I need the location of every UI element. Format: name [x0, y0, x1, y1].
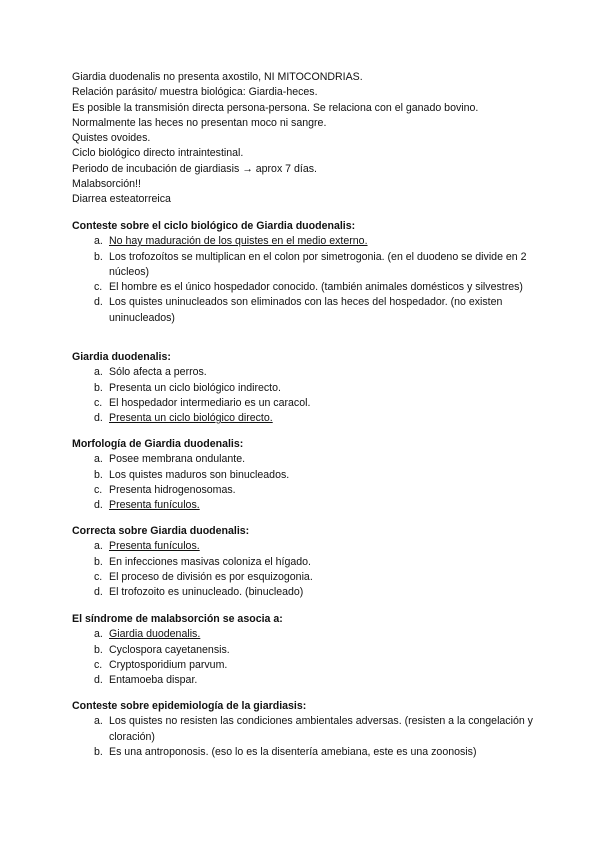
option-a	[72, 365, 542, 380]
option-c	[72, 658, 542, 673]
question-heading: Giardia duodenalis:	[72, 351, 171, 363]
question-giardia-duodenalis	[72, 350, 542, 426]
question-malabsorcion	[72, 612, 542, 688]
option-text: Presenta hidrogenosomas.	[109, 483, 236, 496]
note-line: Diarrea esteatorreica	[72, 193, 171, 206]
option-letter: b.	[94, 250, 103, 263]
option-text: El hospedador intermediario es un caracol.	[109, 396, 311, 409]
option-b	[72, 643, 542, 658]
option-letter: d.	[94, 674, 103, 687]
option-b	[72, 555, 542, 570]
option-text: Los trofozoítos se multiplican en el colon por simetrogonia. (en el duodeno se divide en 2 núcleos)	[109, 250, 527, 278]
option-a	[72, 539, 542, 554]
option-letter: a.	[94, 235, 103, 248]
option-d	[72, 295, 542, 326]
option-b	[72, 468, 542, 483]
option-text: El proceso de división es por esquizogonia.	[109, 570, 313, 583]
note-line: Ciclo biológico directo intraintestinal.	[72, 147, 244, 160]
note-line: Giardia duodenalis no presenta axostilo, NI MITOCONDRIAS.	[72, 71, 363, 83]
option-a	[72, 452, 542, 467]
option-text: Posee membrana ondulante.	[109, 453, 246, 466]
option-text: Sólo afecta a perros.	[109, 366, 207, 379]
option-text: Presenta funículos.	[109, 540, 200, 553]
option-b	[72, 381, 542, 396]
option-letter: b.	[94, 468, 103, 481]
option-a	[72, 627, 542, 642]
option-b	[72, 250, 542, 281]
option-d	[72, 411, 542, 426]
option-text: En infecciones masivas coloniza el hígado.	[109, 555, 311, 568]
option-text: Cyclospora cayetanensis.	[109, 643, 230, 656]
note-line: Periodo de incubación de giardiasis → aprox 7 días.	[72, 162, 317, 175]
question-heading: Correcta sobre Giardia duodenalis:	[72, 525, 250, 537]
option-letter: c.	[94, 281, 103, 294]
note-line: Normalmente las heces no presentan moco ni sangre.	[72, 116, 327, 129]
option-letter: b.	[94, 555, 103, 568]
option-d	[72, 673, 542, 688]
option-text: Presenta un ciclo biológico indirecto.	[109, 381, 281, 394]
option-c	[72, 396, 542, 411]
option-letter: a.	[94, 453, 103, 466]
notes-block	[72, 70, 542, 208]
question-heading: Conteste sobre el ciclo biológico de Giardia duodenalis:	[72, 220, 356, 232]
question-correcta	[72, 524, 542, 600]
option-letter: d.	[94, 499, 103, 512]
question-epidemiologia	[72, 699, 542, 760]
option-text: Es una antroponosis. (eso lo es la disentería amebiana, este es una zoonosis)	[109, 745, 477, 758]
option-c	[72, 280, 542, 295]
option-letter: b.	[94, 745, 103, 758]
note-line: Quistes ovoides.	[72, 132, 151, 145]
option-letter: a.	[94, 540, 103, 553]
option-text: No hay maduración de los quistes en el medio externo.	[109, 235, 368, 248]
option-letter: b.	[94, 643, 103, 656]
option-letter: d.	[94, 296, 103, 309]
option-c	[72, 483, 542, 498]
note-line: Relación parásito/ muestra biológica: Giardia-heces.	[72, 86, 318, 99]
option-letter: b.	[94, 381, 103, 394]
option-a	[72, 714, 542, 745]
option-letter: a.	[94, 628, 103, 641]
option-text: Los quistes maduros son binucleados.	[109, 468, 290, 481]
option-text: Entamoeba dispar.	[109, 674, 198, 687]
option-a	[72, 234, 542, 249]
option-text: El trofozoito es uninucleado. (binucleado)	[109, 586, 304, 599]
option-letter: d.	[94, 412, 103, 425]
question-heading: Morfología de Giardia duodenalis:	[72, 438, 244, 450]
question-heading: Conteste sobre epidemiología de la giardiasis:	[72, 700, 307, 712]
question-morfologia	[72, 437, 542, 513]
note-line: Es posible la transmisión directa persona-persona. Se relaciona con el ganado bovino.	[72, 101, 479, 114]
option-letter: a.	[94, 715, 103, 728]
option-letter: d.	[94, 586, 103, 599]
note-line: Malabsorción!!	[72, 178, 141, 191]
option-text: Presenta un ciclo biológico directo.	[109, 412, 273, 425]
option-text: Cryptosporidium parvum.	[109, 658, 228, 671]
option-c	[72, 570, 542, 585]
option-d	[72, 498, 542, 513]
question-heading: El síndrome de malabsorción se asocia a:	[72, 613, 283, 625]
option-text: Presenta funículos.	[109, 499, 200, 512]
option-letter: c.	[94, 570, 103, 583]
option-d	[72, 585, 542, 600]
option-b	[72, 745, 542, 760]
option-letter: a.	[94, 366, 103, 379]
question-ciclo-biologico	[72, 219, 542, 326]
option-text: Los quistes no resisten las condiciones ambientales adversas. (resisten a la congelación y cloración)	[109, 715, 533, 743]
option-text: El hombre es el único hospedador conocido. (también animales domésticos y silvestres)	[109, 281, 523, 294]
option-text: Los quistes uninucleados son eliminados con las heces del hospedador. (no existen uninucleados)	[109, 296, 503, 324]
option-text: Giardia duodenalis.	[109, 628, 201, 641]
option-letter: c.	[94, 658, 103, 671]
option-letter: c.	[94, 396, 103, 409]
option-letter: c.	[94, 483, 103, 496]
